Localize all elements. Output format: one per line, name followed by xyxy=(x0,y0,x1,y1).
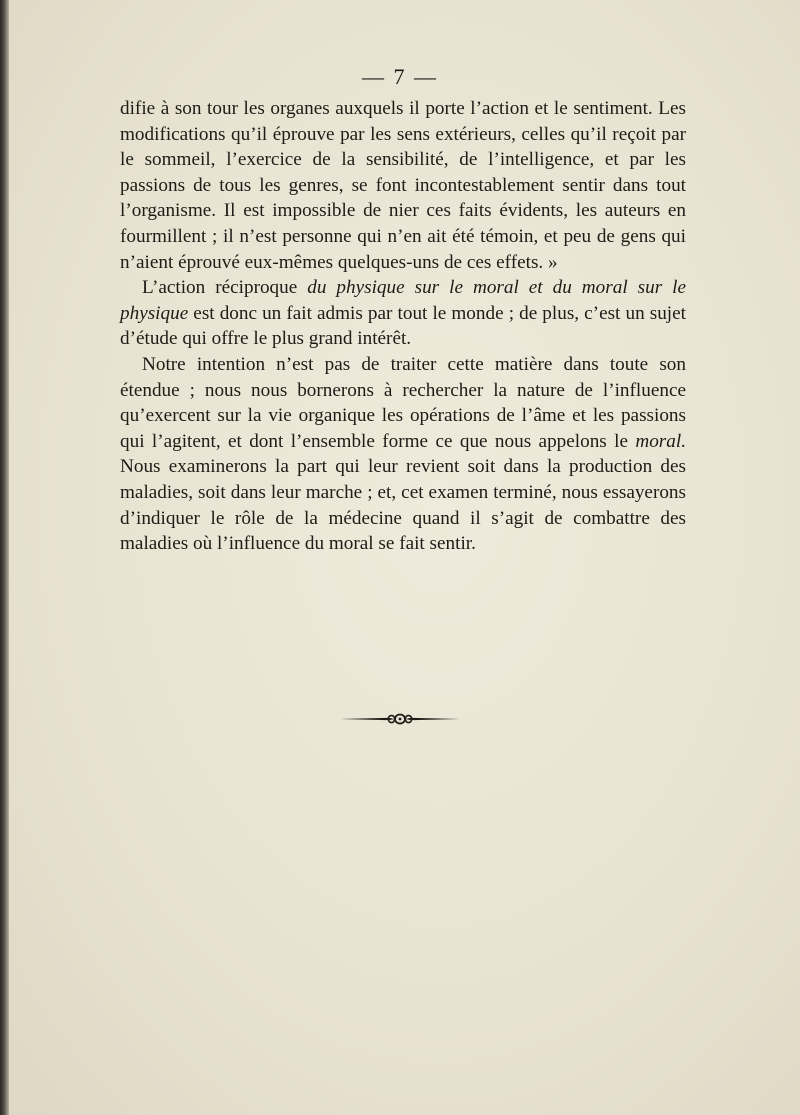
body-text xyxy=(120,96,686,557)
paragraph-3-text-a: Notre intention n’est pas de traiter cette matière dans toute son étendue ; nous nous bornerons à rechercher la nature de l’influence qu’exercent sur la vie organique les opérations de l’âme et les passions qui l’agitent, et dont l’ensemble forme ce que nous appelons le xyxy=(120,353,686,452)
paragraph-1 xyxy=(120,96,686,275)
paragraph-2 xyxy=(120,275,686,352)
page-number: — 7 — xyxy=(362,64,438,89)
paragraph-2-text-b: est donc un fait admis par tout le monde ; de plus, c’est un sujet d’étude qui offre le plus grand intérêt. xyxy=(120,302,686,350)
paragraph-3 xyxy=(120,352,686,557)
ornament-divider-icon xyxy=(340,712,460,726)
paragraph-3-text-b: Nous examinerons la part qui leur revient soit dans la production des maladies, soit dans leur marche ; et, cet examen terminé, nous essayerons d’indiquer le rôle de la médecine quand il s’agit de combattre des maladies où l’influence du moral se fait sentir. xyxy=(120,456,686,555)
binding-edge xyxy=(0,0,9,1115)
paragraph-1-text: difie à son tour les organes auxquels il porte l’action et le sentiment. Les modifications qu’il éprouve par les sens extérieurs, celles qu’il reçoit par le sommeil, l’exercice de la sensibilité, de l’intelligence, et par les passions de tous les genres, se font incontestablement sentir dans tout l’organisme. Il est impossible de nier ces faits évidents, les auteurs en fourmillent ; il n’est personne qui n’en ait été témoin, et peu de gens qui n’aient éprouvé eux-mêmes quelques-uns de ces effets. » xyxy=(120,98,686,273)
paragraph-3-italic: moral. xyxy=(635,430,686,452)
paragraph-2-text-a: L’action réciproque xyxy=(142,277,308,299)
paragraph-2-italic: du physique sur le moral et du moral sur le physique xyxy=(120,277,686,324)
